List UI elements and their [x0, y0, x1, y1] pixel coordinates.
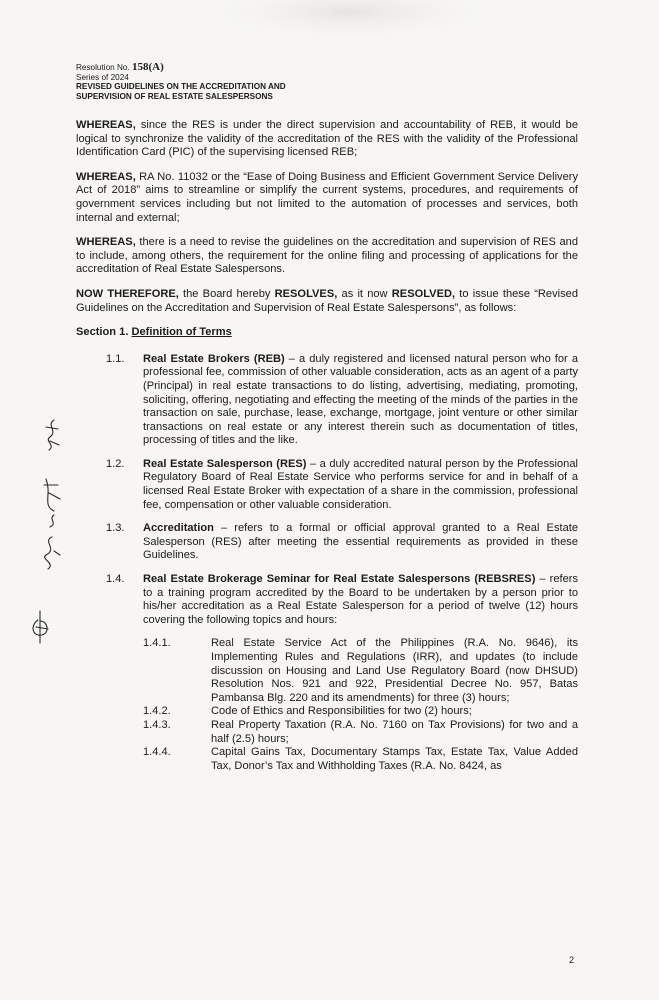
resolution-number: 158(A): [131, 61, 164, 73]
section-heading: [76, 326, 578, 340]
subitem-text: Code of Ethics and Responsibilities for two (2) hours;: [211, 705, 472, 718]
document-body: [76, 119, 578, 773]
resolved-word: RESOLVED,: [391, 287, 456, 300]
subitem-number: 1.4.2.: [143, 705, 171, 718]
subitem-number: 1.4.4.: [143, 746, 171, 759]
subitem-number: 1.4.1.: [143, 637, 171, 650]
whereas-clause-2: [76, 171, 578, 225]
item-definition: – a duly accredited natural person by the Professional Regulatory Board of Real Estate Service who performs service for and in behalf of a licensed Real Estate Broker with expectation of a share in the commission, professional fee, compensation or other valuable consideration.: [143, 457, 578, 511]
item-term: Accreditation: [143, 522, 214, 535]
definition-item: [76, 458, 578, 512]
item-text: [143, 522, 578, 563]
item-number: 1.1.: [106, 352, 125, 365]
item-term: Real Estate Brokers (REB): [143, 352, 285, 365]
item-number: 1.3.: [106, 522, 125, 535]
definition-item: [76, 573, 578, 627]
whereas-text: there is a need to revise the guidelines on the accreditation and supervision of RES and to include, among others, the requirement for the online filing and processing of applications for the accreditation of Real Estate Salespersons.: [76, 236, 578, 276]
page-number: 2: [569, 955, 575, 965]
therefore-lead: NOW THEREFORE,: [76, 287, 179, 300]
item-text: [143, 573, 578, 627]
resolution-title-line2: SUPERVISION OF REAL ESTATE SALESPERSONS: [76, 91, 273, 101]
resolves-word: RESOLVES,: [274, 287, 338, 300]
whereas-lead: WHEREAS,: [76, 236, 136, 249]
section-title: Definition of Terms: [131, 326, 232, 339]
item-number: 1.2.: [106, 457, 125, 470]
subitem-number: 1.4.3.: [143, 718, 171, 731]
resolving-clause: [76, 288, 578, 315]
topic-subitem: [76, 637, 578, 705]
section-label: Section 1.: [76, 326, 132, 339]
whereas-lead: WHEREAS,: [76, 119, 136, 131]
subitem-text: Real Property Taxation (R.A. No. 7160 on Tax Provisions) for two and a half (2.5) hours;: [211, 718, 578, 745]
subitem-text: Real Estate Service Act of the Philippines (R.A. No. 9646), its Implementing Rules and Regulations (IRR), and updates (to include discussion on Housing and Land Use Regulatory Board (now DHSUD) Resolution Nos. 921 and 922, Presidential Decree No. 957, Batas Pambansa Blg. 220 and its amendments) for three (3) hours;: [211, 637, 578, 704]
item-number: 1.4.: [106, 573, 125, 586]
item-definition: – refers to a training program accredited by the Board to be undertaken by a person prior to his/her accreditation as a Real Estate Salesperson for a period of twelve (12) hours covering the following topics and hours:: [143, 573, 578, 626]
topic-subitem: [76, 719, 578, 746]
resolution-number-line: [76, 63, 286, 73]
item-text: [143, 353, 578, 448]
subitem-text: Capital Gains Tax, Documentary Stamps Tax, Estate Tax, Value Added Tax, Donor’s Tax and Withholding Taxes (R.A. No. 8424, as: [211, 746, 578, 772]
whereas-lead: WHEREAS,: [76, 170, 136, 183]
whereas-clause-1: [76, 119, 578, 160]
whereas-text: RA No. 11032 or the “Ease of Doing Business and Efficient Government Service Delivery Act of 2018” aims to streamline or simplify the current systems, procedures, and requirements of government services including but not limited to the automation of processes and services, both internal and external;: [76, 170, 578, 224]
topic-subitem: [76, 746, 578, 773]
item-term: Real Estate Brokerage Seminar for Real Estate Salespersons (REBSRES): [143, 573, 536, 586]
therefore-text-1: the Board hereby: [178, 287, 275, 300]
item-definition: – a duly registered and licensed natural person who for a professional fee, commission of other valuable consideration, acts as an agent of a party (Principal) in real estate transactions to do listing, advertising, mediating, promoting, soliciting, offering, negotiating and effecting the meeting of the minds of the parties in the transaction on sale, purchase, lease, exchange, mortgage, joint venture or other similar transactions on real estate or any interest therein such as documentation of titles, processing of titles and the like.: [143, 352, 578, 447]
item-term: Real Estate Salesperson (RES): [143, 457, 307, 470]
item-text: [143, 458, 578, 512]
resolution-label: Resolution No.: [76, 63, 130, 72]
handwritten-initials-icon: [24, 415, 64, 645]
scan-shadow: [0, 0, 659, 60]
definition-item: [76, 353, 578, 448]
topic-subitem: [76, 705, 578, 719]
therefore-text-3: to issue these “Revised Guidelines on the Accreditation and Supervision of Real Estate Salespersons”, as follows:: [76, 287, 578, 314]
therefore-text-2: as it now: [337, 287, 392, 300]
definition-item: [76, 522, 578, 563]
item-definition: – refers to a formal or official approval granted to a Real Estate Salesperson (RES) after meeting the essential requirements as provided in these Guidelines.: [143, 522, 578, 562]
resolution-header: [76, 63, 286, 101]
resolution-title-line1: REVISED GUIDELINES ON THE ACCREDITATION AND: [76, 82, 286, 92]
whereas-clause-3: [76, 236, 578, 277]
whereas-text: since the RES is under the direct supervision and accountability of REB, it would be logical to synchronize the validity of the accreditation of the RES with the validity of the Professional Identification Card (PIC) of the supervising licensed REB;: [76, 119, 578, 159]
resolution-series: Series of 2024: [76, 72, 129, 82]
